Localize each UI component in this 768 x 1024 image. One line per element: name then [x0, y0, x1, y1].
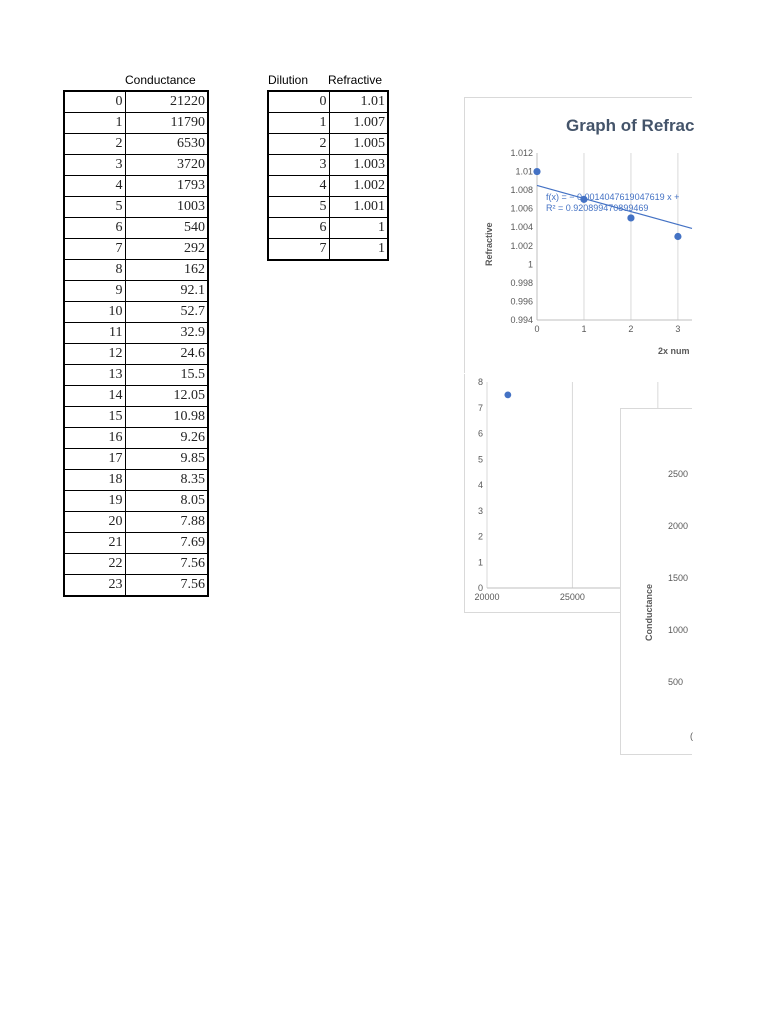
y-axis-label: Conductance [644, 583, 654, 641]
row-value-cell[interactable]: 1.007 [329, 113, 388, 134]
table-row [64, 91, 208, 113]
y-tick-label: 0.994 [510, 315, 533, 325]
y-tick-label: 0.996 [510, 296, 533, 307]
table-row [268, 239, 388, 261]
row-index-cell[interactable]: 11 [64, 323, 125, 344]
conductance-chart-panel[interactable] [620, 408, 692, 755]
table-row [64, 365, 208, 386]
x-tick-label: 2 [628, 324, 634, 334]
row-index-cell[interactable]: 0 [268, 91, 329, 113]
row-value-cell[interactable]: 1.002 [329, 176, 388, 197]
row-index-cell[interactable]: 21 [64, 533, 125, 554]
row-value-cell[interactable]: 9.85 [125, 449, 208, 470]
row-index-cell[interactable]: 4 [268, 176, 329, 197]
x-axis-label: 2x num [658, 346, 690, 356]
y-tick-label: 1500 [668, 573, 689, 583]
y-tick-label: 2500 [668, 469, 689, 479]
y-axis-label: Refractive [484, 222, 494, 266]
row-index-cell[interactable]: 3 [268, 155, 329, 176]
dilution-header: Dilution [268, 73, 309, 87]
row-value-cell[interactable]: 11790 [125, 113, 208, 134]
table-row [64, 155, 208, 176]
y-tick-label: 1.002 [510, 240, 533, 251]
row-index-cell[interactable]: 15 [64, 407, 125, 428]
y-tick-label: 3 [477, 505, 483, 516]
y-tick-label: 1000 [668, 625, 689, 635]
row-index-cell[interactable]: 7 [268, 239, 329, 261]
conductance-chart [621, 409, 692, 754]
row-index-cell[interactable]: 2 [64, 134, 125, 155]
y-tick-label: 1.006 [510, 203, 533, 214]
row-value-cell[interactable]: 24.6 [125, 344, 208, 365]
y-tick-label: 0 [477, 583, 483, 593]
x-tick-label: 20000 [474, 592, 500, 602]
table-row [64, 470, 208, 491]
table-row [268, 155, 388, 176]
table-row [64, 197, 208, 218]
y-tick-label: 1.008 [510, 185, 533, 196]
row-index-cell[interactable]: 5 [268, 197, 329, 218]
refractive-chart-panel[interactable] [464, 97, 695, 373]
row-index-cell[interactable]: 5 [64, 197, 125, 218]
y-tick-label: ( [690, 731, 693, 741]
row-value-cell[interactable]: 1.005 [329, 134, 388, 155]
table-row [268, 91, 388, 113]
data-point[interactable] [627, 214, 634, 221]
row-index-cell[interactable]: 14 [64, 386, 125, 407]
row-index-cell[interactable]: 2 [268, 134, 329, 155]
table-row [64, 113, 208, 134]
refractive-chart [465, 98, 695, 373]
row-index-cell[interactable]: 6 [64, 218, 125, 239]
row-index-cell[interactable]: 6 [268, 218, 329, 239]
row-value-cell[interactable]: 9.26 [125, 428, 208, 449]
table-row [64, 323, 208, 344]
data-point[interactable] [533, 168, 540, 175]
row-value-cell[interactable]: 6530 [125, 134, 208, 155]
table-row [64, 239, 208, 260]
table-row [268, 197, 388, 218]
data-point[interactable] [504, 391, 511, 398]
table-row [64, 134, 208, 155]
trendline-r2: R² = 0.920899470899469 [546, 203, 649, 213]
row-value-cell[interactable]: 1.01 [329, 91, 388, 113]
row-value-cell[interactable]: 1003 [125, 197, 208, 218]
row-index-cell[interactable]: 12 [64, 344, 125, 365]
y-tick-label: 1.004 [510, 222, 533, 233]
row-value-cell[interactable]: 7.88 [125, 512, 208, 533]
row-value-cell[interactable]: 8.35 [125, 470, 208, 491]
refractive-header: Refractive [328, 73, 383, 87]
row-index-cell[interactable]: 17 [64, 449, 125, 470]
row-value-cell[interactable]: 7.56 [125, 554, 208, 575]
row-index-cell[interactable]: 0 [64, 91, 125, 113]
table-row [64, 575, 208, 597]
x-tick-label: 3 [675, 324, 681, 334]
row-value-cell[interactable]: 12.05 [125, 386, 208, 407]
row-value-cell[interactable]: 1.003 [329, 155, 388, 176]
row-index-cell[interactable]: 18 [64, 470, 125, 491]
row-value-cell[interactable]: 292 [125, 239, 208, 260]
table-row [64, 554, 208, 575]
y-tick-label: 1 [527, 259, 533, 270]
y-tick-label: 1.01 [515, 166, 533, 177]
row-index-cell[interactable]: 10 [64, 302, 125, 323]
row-value-cell[interactable]: 162 [125, 260, 208, 281]
row-index-cell[interactable]: 9 [64, 281, 125, 302]
refractive-table [267, 90, 389, 261]
y-tick-label: 1.012 [510, 148, 533, 158]
table-row [268, 218, 388, 239]
row-value-cell[interactable]: 52.7 [125, 302, 208, 323]
row-value-cell[interactable]: 540 [125, 218, 208, 239]
chart-title: Graph of Refrac [566, 116, 695, 135]
y-tick-label: 0.998 [510, 277, 533, 288]
table-row [268, 134, 388, 155]
data-point[interactable] [674, 233, 681, 240]
row-value-cell[interactable]: 1793 [125, 176, 208, 197]
row-index-cell[interactable]: 4 [64, 176, 125, 197]
table-row [64, 386, 208, 407]
table-row [64, 176, 208, 197]
row-index-cell[interactable]: 19 [64, 491, 125, 512]
conductance-table [63, 90, 209, 597]
table-row [64, 512, 208, 533]
conductance-header: Conductance [125, 73, 196, 87]
table-row [64, 491, 208, 512]
x-tick-label: 25000 [559, 592, 585, 602]
table-row [64, 281, 208, 302]
y-tick-label: 7 [477, 402, 483, 413]
row-value-cell[interactable]: 1.001 [329, 197, 388, 218]
y-tick-label: 8 [477, 377, 483, 387]
table-row [64, 302, 208, 323]
row-index-cell[interactable]: 1 [268, 113, 329, 134]
table-row [268, 113, 388, 134]
row-value-cell[interactable]: 92.1 [125, 281, 208, 302]
row-index-cell[interactable]: 8 [64, 260, 125, 281]
x-tick-label: 0 [534, 324, 540, 334]
table-row [64, 449, 208, 470]
row-index-cell[interactable]: 16 [64, 428, 125, 449]
table-row [268, 176, 388, 197]
table-row [64, 407, 208, 428]
table-row [64, 260, 208, 281]
y-tick-label: 4 [477, 480, 483, 490]
table-row [64, 533, 208, 554]
row-value-cell[interactable]: 15.5 [125, 365, 208, 386]
row-index-cell[interactable]: 7 [64, 239, 125, 260]
trendline-equation: f(x) = − 0.0014047619047619 x + [546, 192, 680, 202]
y-tick-label: 2000 [668, 521, 689, 531]
y-tick-label: 6 [477, 428, 483, 439]
table-row [64, 344, 208, 365]
row-index-cell[interactable]: 22 [64, 554, 125, 575]
row-index-cell[interactable]: 23 [64, 575, 125, 597]
row-value-cell[interactable]: 1 [329, 218, 388, 239]
row-index-cell[interactable]: 13 [64, 365, 125, 386]
y-tick-label: 5 [477, 454, 483, 465]
y-tick-label: 1 [477, 557, 483, 568]
row-index-cell[interactable]: 1 [64, 113, 125, 134]
row-value-cell[interactable]: 3720 [125, 155, 208, 176]
row-value-cell[interactable]: 32.9 [125, 323, 208, 344]
y-tick-label: 500 [668, 677, 684, 687]
row-value-cell[interactable]: 21220 [125, 91, 208, 113]
row-index-cell[interactable]: 3 [64, 155, 125, 176]
row-value-cell[interactable]: 7.56 [125, 575, 208, 597]
row-value-cell[interactable]: 8.05 [125, 491, 208, 512]
row-value-cell[interactable]: 7.69 [125, 533, 208, 554]
row-value-cell[interactable]: 10.98 [125, 407, 208, 428]
table-row [64, 218, 208, 239]
y-tick-label: 2 [477, 531, 483, 542]
table-row [64, 428, 208, 449]
row-value-cell[interactable]: 1 [329, 239, 388, 261]
x-tick-label: 1 [581, 324, 587, 334]
row-index-cell[interactable]: 20 [64, 512, 125, 533]
